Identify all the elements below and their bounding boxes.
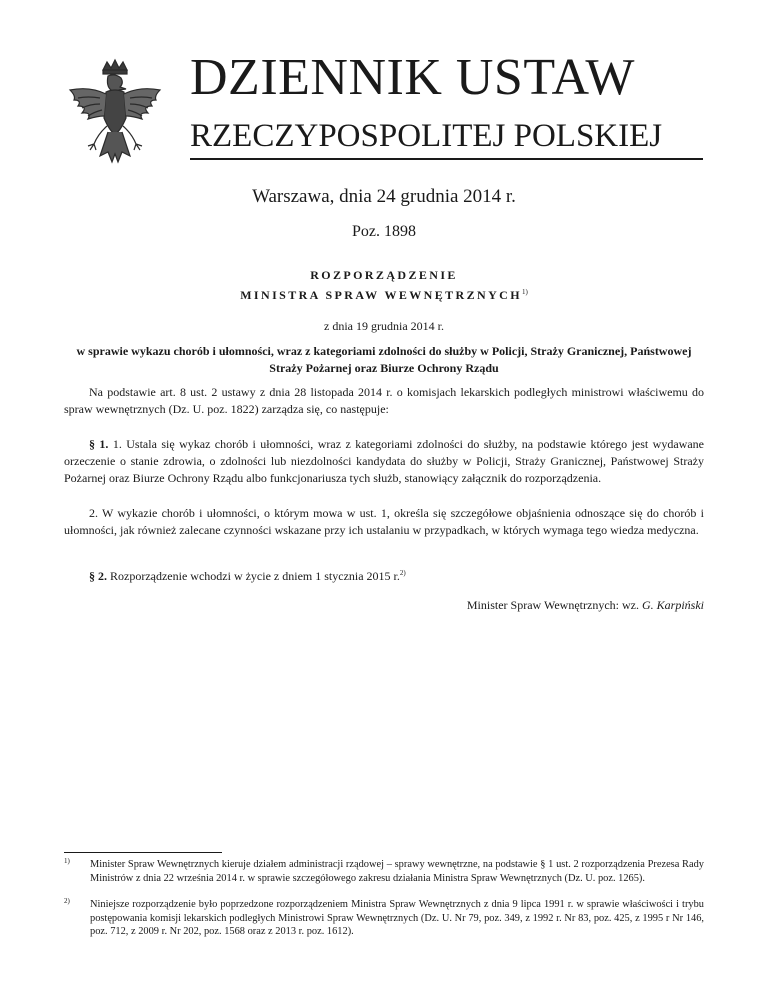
footnote-text: Niniejsze rozporządzenie było poprzedzone rozporządzeniem Ministra Spraw Wewnętrznych z dnia 9 lipca 1991 r. w sprawie właściwości i trybu postępowania komisji lekarskich podległych Ministrowi Spraw Wewnętrznych (Dz. U. Nr 79, poz. 349, z 1992 r. Nr 83, poz. 425, z 1995 r Nr 146, poz. 712, z 2009 r. Nr 202, poz. 1568 oraz z 2013 r. poz. 1612).: [90, 899, 704, 938]
footnote-2: [64, 898, 704, 939]
act-subject: w sprawie wykazu chorób i ułomności, wraz z kategoriami zdolności do służby w Policji, Straży Granicznej, Państwowej Straży Pożarnej oraz Biurze Ochrony Rządu: [76, 344, 692, 375]
footnote-ref-2: 2): [399, 569, 406, 577]
journal-subtitle: RZECZYPOSPOLITEJ POLSKIEJ: [190, 118, 663, 154]
act-date: z dnia 19 grudnia 2014 r.: [324, 319, 444, 333]
footnote-ref-1: 1): [521, 288, 528, 296]
journal-title: DZIENNIK USTAW: [190, 49, 635, 106]
signatory-name: G. Karpiński: [641, 598, 704, 612]
act-type: ROZPORZĄDZENIE: [310, 268, 458, 282]
polish-eagle-icon: [60, 56, 170, 176]
section-1-text: 1. Ustala się wykaz chorób i ułomności, wraz z kategoriami zdolności do służby, na podstawie którego jest wydawane orzeczenie o stanie zdrowia, o zdolności lub niezdolności kandydata do służby w Policji, Straży Granicznej, Państwowej Straży Pożarnej oraz Biurze Ochrony Rządu albo funkcjonariusza tych służb, stanowiący załącznik do rozporządzenia.: [64, 437, 704, 485]
footnote-marker: 2): [64, 897, 70, 905]
section-2-label: § 2.: [89, 569, 107, 583]
act-authority: [0, 288, 768, 303]
footnote-text: Minister Spraw Wewnętrznych kieruje działem administracji rządowej – sprawy wewnętrzne, na podstawie § 1 ust. 2 rozporządzenia Prezesa Rady Ministrów z dnia 22 września 2014 r. w sprawie szczegółowego zakresu działania Ministra Spraw Wewnętrznych (Dz. U. poz. 1265).: [90, 859, 704, 884]
section-1-point-2: 2. W wykazie chorób i ułomności, o którym mowa w ust. 1, określa się szczegółowe objaśnienia odnoszące się do chorób i ułomności, jak również zalecane czynności wskazane przy ich ustalaniu w przypadkach, w których wymaga tego wiedza medyczna.: [64, 506, 704, 537]
section-1-label: § 1.: [89, 437, 109, 451]
legal-basis-paragraph: Na podstawie art. 8 ust. 2 ustawy z dnia 28 listopada 2014 r. o komisjach lekarskich podległych ministrowi właściwemu do spraw wewnętrznych (Dz. U. poz. 1822) zarządza się, co następuje:: [64, 385, 704, 416]
section-2-text: Rozporządzenie wchodzi w życie z dniem 1 stycznia 2015 r.: [107, 569, 400, 583]
section-2-paragraph: [64, 568, 704, 585]
footnote-marker: 1): [64, 857, 70, 865]
footnote-divider: [64, 852, 222, 853]
section-1-paragraph: [64, 436, 704, 487]
footnote-1: [64, 858, 704, 885]
place-date: Warszawa, dnia 24 grudnia 2014 r.: [252, 186, 516, 207]
signature-prefix: Minister Spraw Wewnętrznych: wz.: [466, 598, 642, 612]
act-authority-text: MINISTRA SPRAW WEWNĘTRZNYCH: [240, 288, 522, 302]
position-number: Poz. 1898: [352, 223, 416, 240]
masthead-divider: [190, 158, 703, 160]
signature: [467, 598, 704, 613]
